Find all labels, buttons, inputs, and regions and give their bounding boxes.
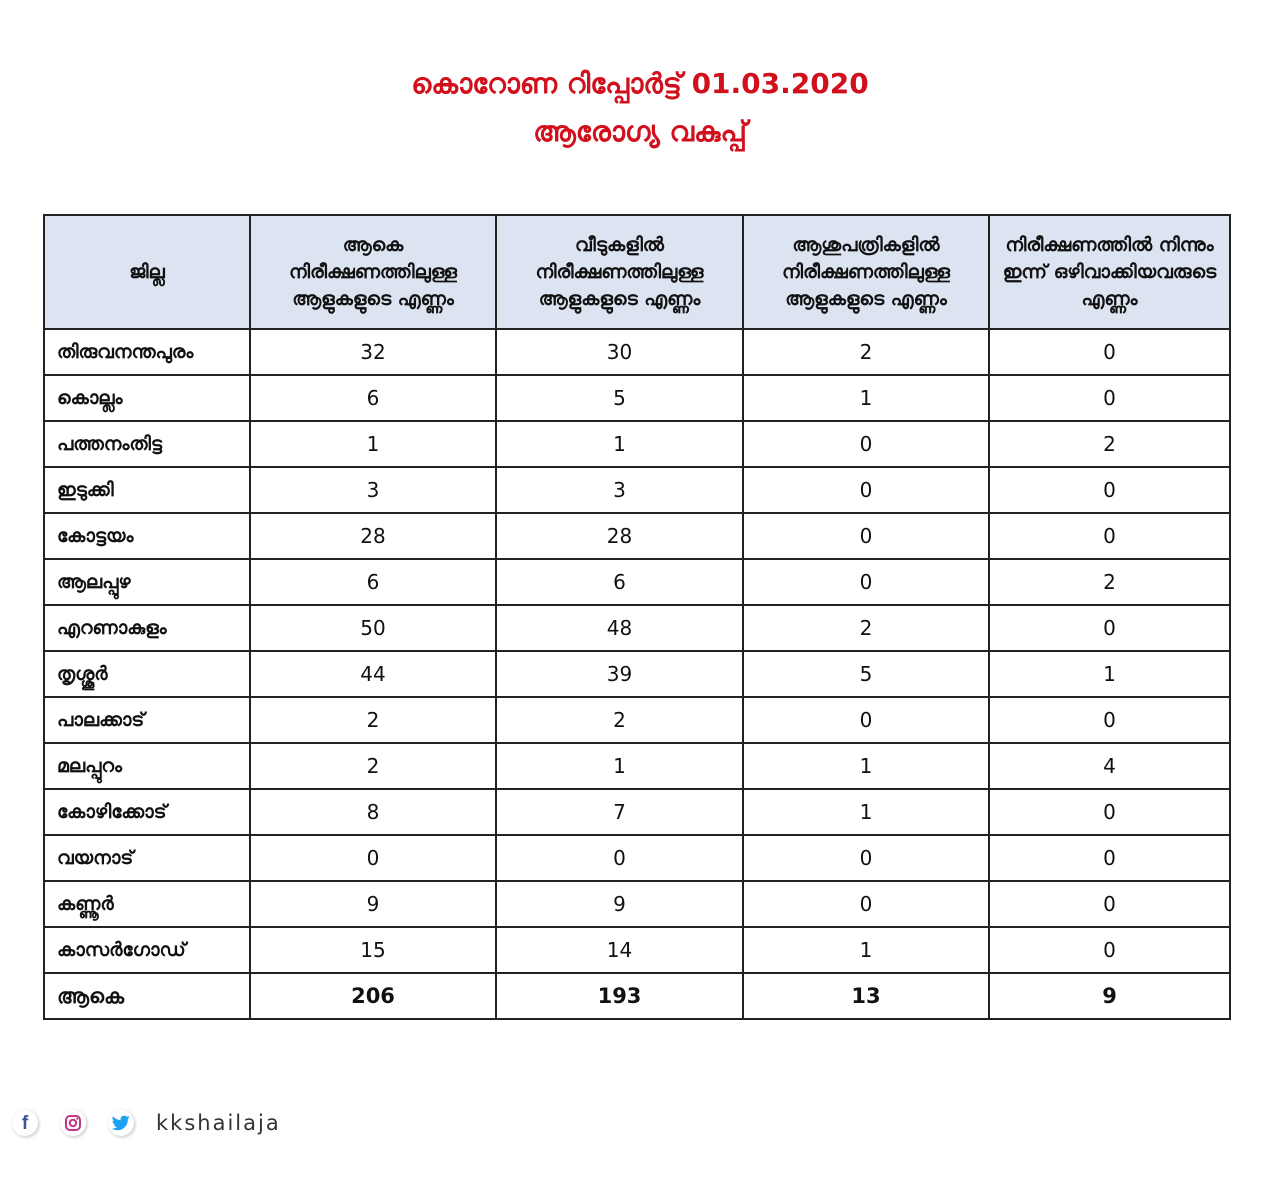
cell-released-today: 0 xyxy=(989,375,1230,421)
cell-home-observation: 9 xyxy=(496,881,743,927)
cell-district: കോഴിക്കോട് xyxy=(44,789,250,835)
table-row xyxy=(44,421,1230,467)
header-district: ജില്ല xyxy=(44,215,250,329)
cell-released-today: 4 xyxy=(989,743,1230,789)
table-row xyxy=(44,605,1230,651)
instagram-icon[interactable] xyxy=(60,1110,86,1136)
table-row xyxy=(44,927,1230,973)
cell-released-today: 0 xyxy=(989,697,1230,743)
cell-total-under-observation: 2 xyxy=(250,743,496,789)
cell-district: കൊല്ലം xyxy=(44,375,250,421)
cell-home-observation: 6 xyxy=(496,559,743,605)
cell-district: മലപ്പുറം xyxy=(44,743,250,789)
total-released-today: 9 xyxy=(989,973,1230,1019)
table-row xyxy=(44,651,1230,697)
cell-total-under-observation: 8 xyxy=(250,789,496,835)
total-home-observation: 193 xyxy=(496,973,743,1019)
header-home-observation: വീടുകളിൽ നിരീക്ഷണത്തിലുള്ള ആളുകളുടെ എണ്ണം xyxy=(496,215,743,329)
cell-total-under-observation: 3 xyxy=(250,467,496,513)
facebook-icon[interactable]: f xyxy=(12,1110,38,1136)
twitter-icon[interactable] xyxy=(108,1110,134,1136)
cell-total-under-observation: 32 xyxy=(250,329,496,375)
cell-home-observation: 3 xyxy=(496,467,743,513)
cell-hospital-observation: 0 xyxy=(743,559,989,605)
table-row xyxy=(44,881,1230,927)
table-row xyxy=(44,513,1230,559)
header-total-under-observation: ആകെ നിരീക്ഷണത്തിലുള്ള ആളുകളുടെ എണ്ണം xyxy=(250,215,496,329)
cell-released-today: 0 xyxy=(989,329,1230,375)
cell-released-today: 0 xyxy=(989,605,1230,651)
cell-hospital-observation: 0 xyxy=(743,421,989,467)
cell-home-observation: 1 xyxy=(496,743,743,789)
cell-district: പാലക്കാട് xyxy=(44,697,250,743)
cell-hospital-observation: 1 xyxy=(743,743,989,789)
cell-released-today: 0 xyxy=(989,513,1230,559)
cell-district: കണ്ണൂർ xyxy=(44,881,250,927)
cell-district: പത്തനംതിട്ട xyxy=(44,421,250,467)
cell-total-under-observation: 6 xyxy=(250,559,496,605)
cell-hospital-observation: 0 xyxy=(743,467,989,513)
cell-total-under-observation: 50 xyxy=(250,605,496,651)
table-header-row xyxy=(44,215,1230,329)
total-district: ആകെ xyxy=(44,973,250,1019)
cell-home-observation: 0 xyxy=(496,835,743,881)
cell-home-observation: 39 xyxy=(496,651,743,697)
cell-home-observation: 1 xyxy=(496,421,743,467)
cell-home-observation: 7 xyxy=(496,789,743,835)
cell-released-today: 1 xyxy=(989,651,1230,697)
cell-home-observation: 14 xyxy=(496,927,743,973)
cell-hospital-observation: 0 xyxy=(743,697,989,743)
cell-home-observation: 48 xyxy=(496,605,743,651)
social-handle[interactable]: kkshailaja xyxy=(156,1111,281,1135)
cell-hospital-observation: 2 xyxy=(743,605,989,651)
cell-total-under-observation: 6 xyxy=(250,375,496,421)
cell-district: കോട്ടയം xyxy=(44,513,250,559)
cell-released-today: 0 xyxy=(989,927,1230,973)
cell-total-under-observation: 44 xyxy=(250,651,496,697)
cell-hospital-observation: 1 xyxy=(743,375,989,421)
cell-district: കാസർഗോഡ് xyxy=(44,927,250,973)
cell-released-today: 0 xyxy=(989,789,1230,835)
total-row xyxy=(44,973,1230,1019)
cell-home-observation: 5 xyxy=(496,375,743,421)
cell-released-today: 2 xyxy=(989,559,1230,605)
cell-district: വയനാട് xyxy=(44,835,250,881)
total-hospital-observation: 13 xyxy=(743,973,989,1019)
table-body xyxy=(44,329,1230,1019)
header-hospital-observation: ആശുപത്രികളിൽ നിരീക്ഷണത്തിലുള്ള ആളുകളുടെ എണ്ണം xyxy=(743,215,989,329)
cell-released-today: 0 xyxy=(989,467,1230,513)
cell-hospital-observation: 0 xyxy=(743,881,989,927)
table-row xyxy=(44,329,1230,375)
cell-total-under-observation: 0 xyxy=(250,835,496,881)
table-row xyxy=(44,789,1230,835)
cell-hospital-observation: 5 xyxy=(743,651,989,697)
cell-home-observation: 28 xyxy=(496,513,743,559)
cell-district: തൃശ്ശൂർ xyxy=(44,651,250,697)
total-total-under-observation: 206 xyxy=(250,973,496,1019)
table-row xyxy=(44,375,1230,421)
cell-hospital-observation: 2 xyxy=(743,329,989,375)
table-row xyxy=(44,835,1230,881)
cell-home-observation: 30 xyxy=(496,329,743,375)
cell-released-today: 0 xyxy=(989,881,1230,927)
cell-released-today: 0 xyxy=(989,835,1230,881)
cell-hospital-observation: 1 xyxy=(743,789,989,835)
cell-district: ഇടുക്കി xyxy=(44,467,250,513)
cell-home-observation: 2 xyxy=(496,697,743,743)
cell-district: എറണാകുളം xyxy=(44,605,250,651)
table-row xyxy=(44,697,1230,743)
cell-total-under-observation: 28 xyxy=(250,513,496,559)
report-title: കൊറോണ റിപ്പോർട്ട് 01.03.2020 xyxy=(411,67,869,100)
cell-released-today: 2 xyxy=(989,421,1230,467)
cell-hospital-observation: 0 xyxy=(743,513,989,559)
cell-total-under-observation: 2 xyxy=(250,697,496,743)
cell-total-under-observation: 1 xyxy=(250,421,496,467)
social-footer xyxy=(12,1106,281,1140)
cell-total-under-observation: 15 xyxy=(250,927,496,973)
department-title: ആരോഗ്യ വകുപ്പ് xyxy=(533,115,747,148)
header-released-today: നിരീക്ഷണത്തിൽ നിന്നും ഇന്ന് ഒഴിവാക്കിയവരുടെ എണ്ണം xyxy=(989,215,1230,329)
cell-hospital-observation: 1 xyxy=(743,927,989,973)
cell-district: തിരുവനന്തപുരം xyxy=(44,329,250,375)
cell-district: ആലപ്പുഴ xyxy=(44,559,250,605)
table-row xyxy=(44,743,1230,789)
surveillance-table xyxy=(43,214,1231,1020)
table-row xyxy=(44,467,1230,513)
cell-hospital-observation: 0 xyxy=(743,835,989,881)
table-row xyxy=(44,559,1230,605)
cell-total-under-observation: 9 xyxy=(250,881,496,927)
